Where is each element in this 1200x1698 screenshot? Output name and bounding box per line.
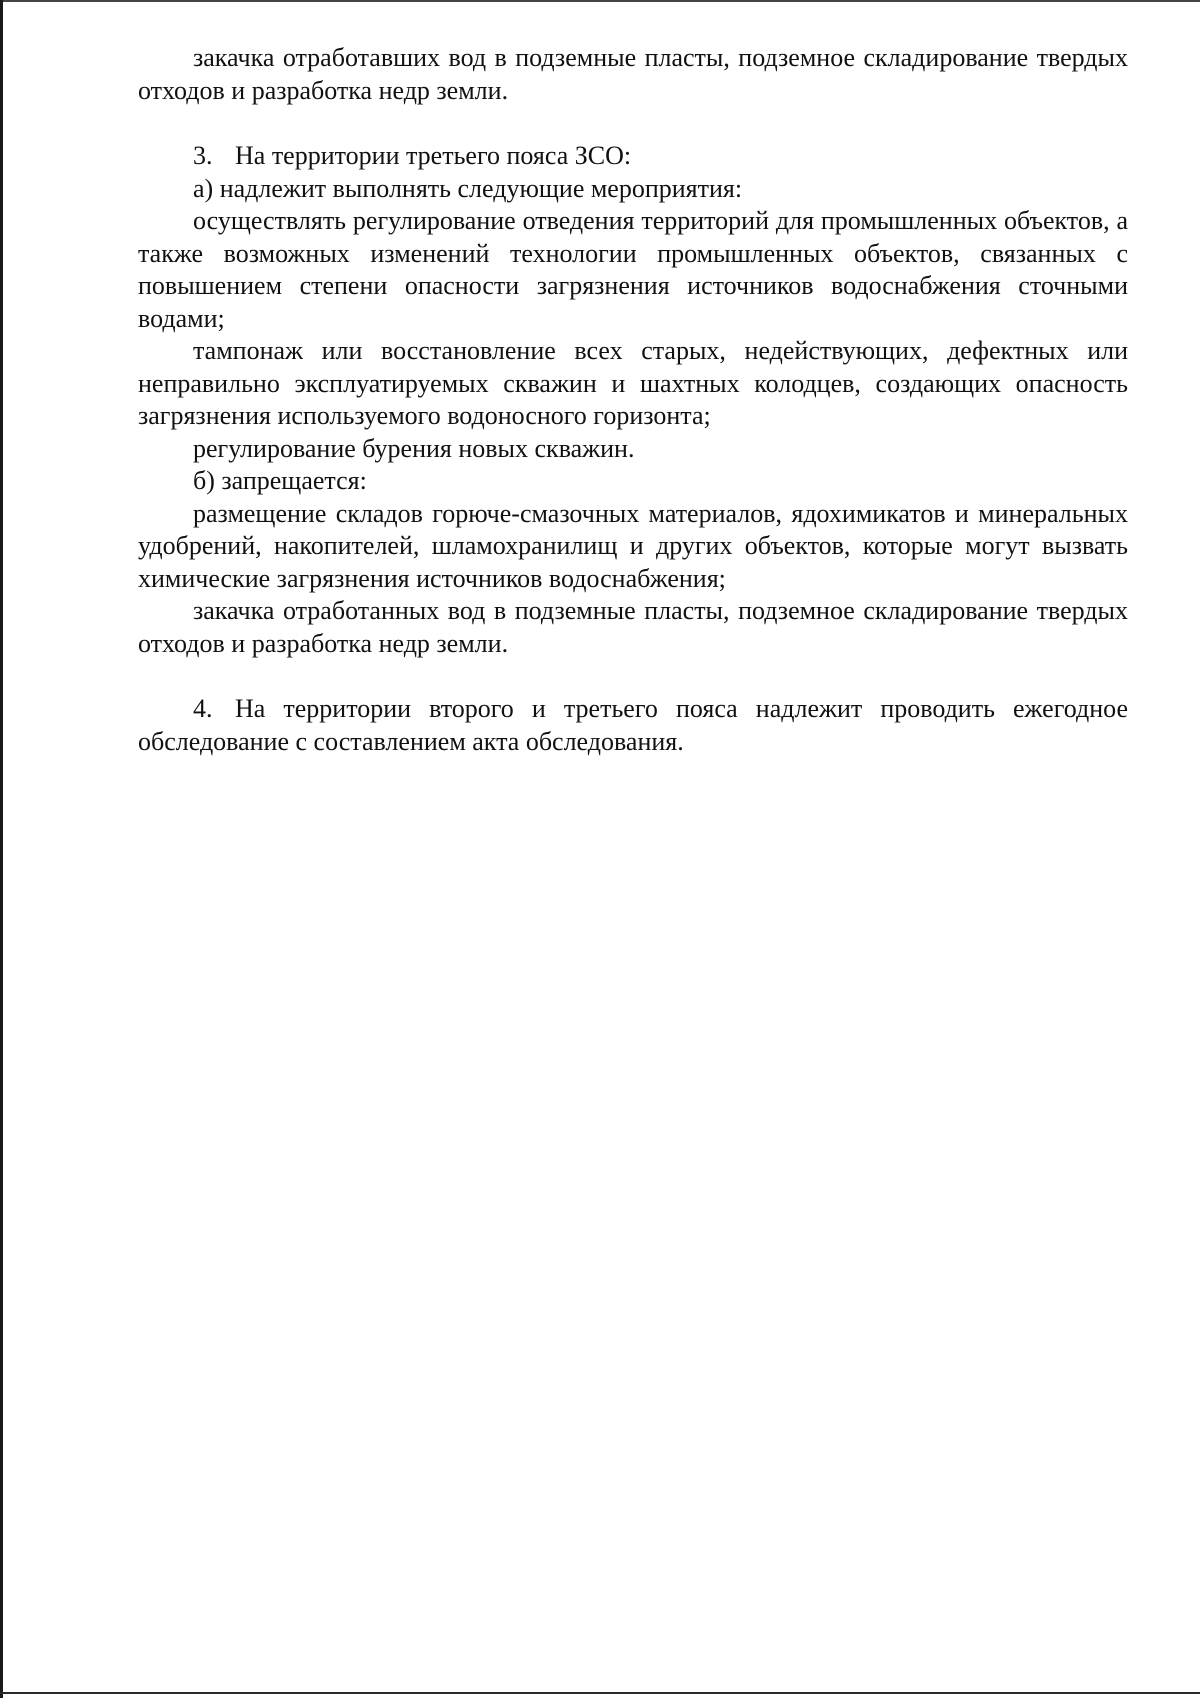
section-3-a-item-2: тампонаж или восстановление всех старых, недействующих, дефектных или неправильно эксплуатируемых скважин и шахтных колодцев, создающих опасность загрязнения используемого водоносного горизонта; [138,336,1128,430]
section-3-title: На территории третьего пояса ЗСО: [235,141,632,170]
scan-top-edge [0,0,1200,2]
section-3-heading [138,140,1128,173]
section-4-number: 4. [193,694,213,723]
section-3-number: 3. [193,141,213,170]
spacer [138,107,1128,140]
paragraph-intro: закачка отработавших вод в подземные пласты, подземное складирование твердых отходов и разработка недр земли. [138,43,1128,105]
spacer [138,660,1128,693]
scan-bottom-edge [0,1692,1200,1694]
section-4-paragraph [138,693,1128,758]
section-4-text: На территории второго и третьего пояса надлежит проводить ежегодное обследование с составлением акта обследования. [138,694,1128,756]
section-3-a-item-3: регулирование бурения новых скважин. [193,433,635,463]
document-body [138,42,1128,758]
section-3-a-item-1: осуществлять регулирование отведения территорий для промышленных объектов, а также возможных изменений технологии промышленных объектов, связанных с повышением степени опасности загрязнения источников водоснабжения сточными водами; [138,206,1128,333]
scan-left-edge [0,0,3,1698]
section-3-subsection-a: а) надлежит выполнять следующие мероприятия: [193,173,743,203]
section-3-b-item-2: закачка отработанных вод в подземные пласты, подземное складирование твердых отходов и разработка недр земли. [138,596,1128,658]
section-3-b-item-1: размещение складов горюче-смазочных материалов, ядохимикатов и минеральных удобрений, накопителей, шламохранилищ и других объектов, которые могут вызвать химические загрязнения источников водоснабжения; [138,498,1128,593]
section-3-subsection-b: б) запрещается: [193,466,367,495]
